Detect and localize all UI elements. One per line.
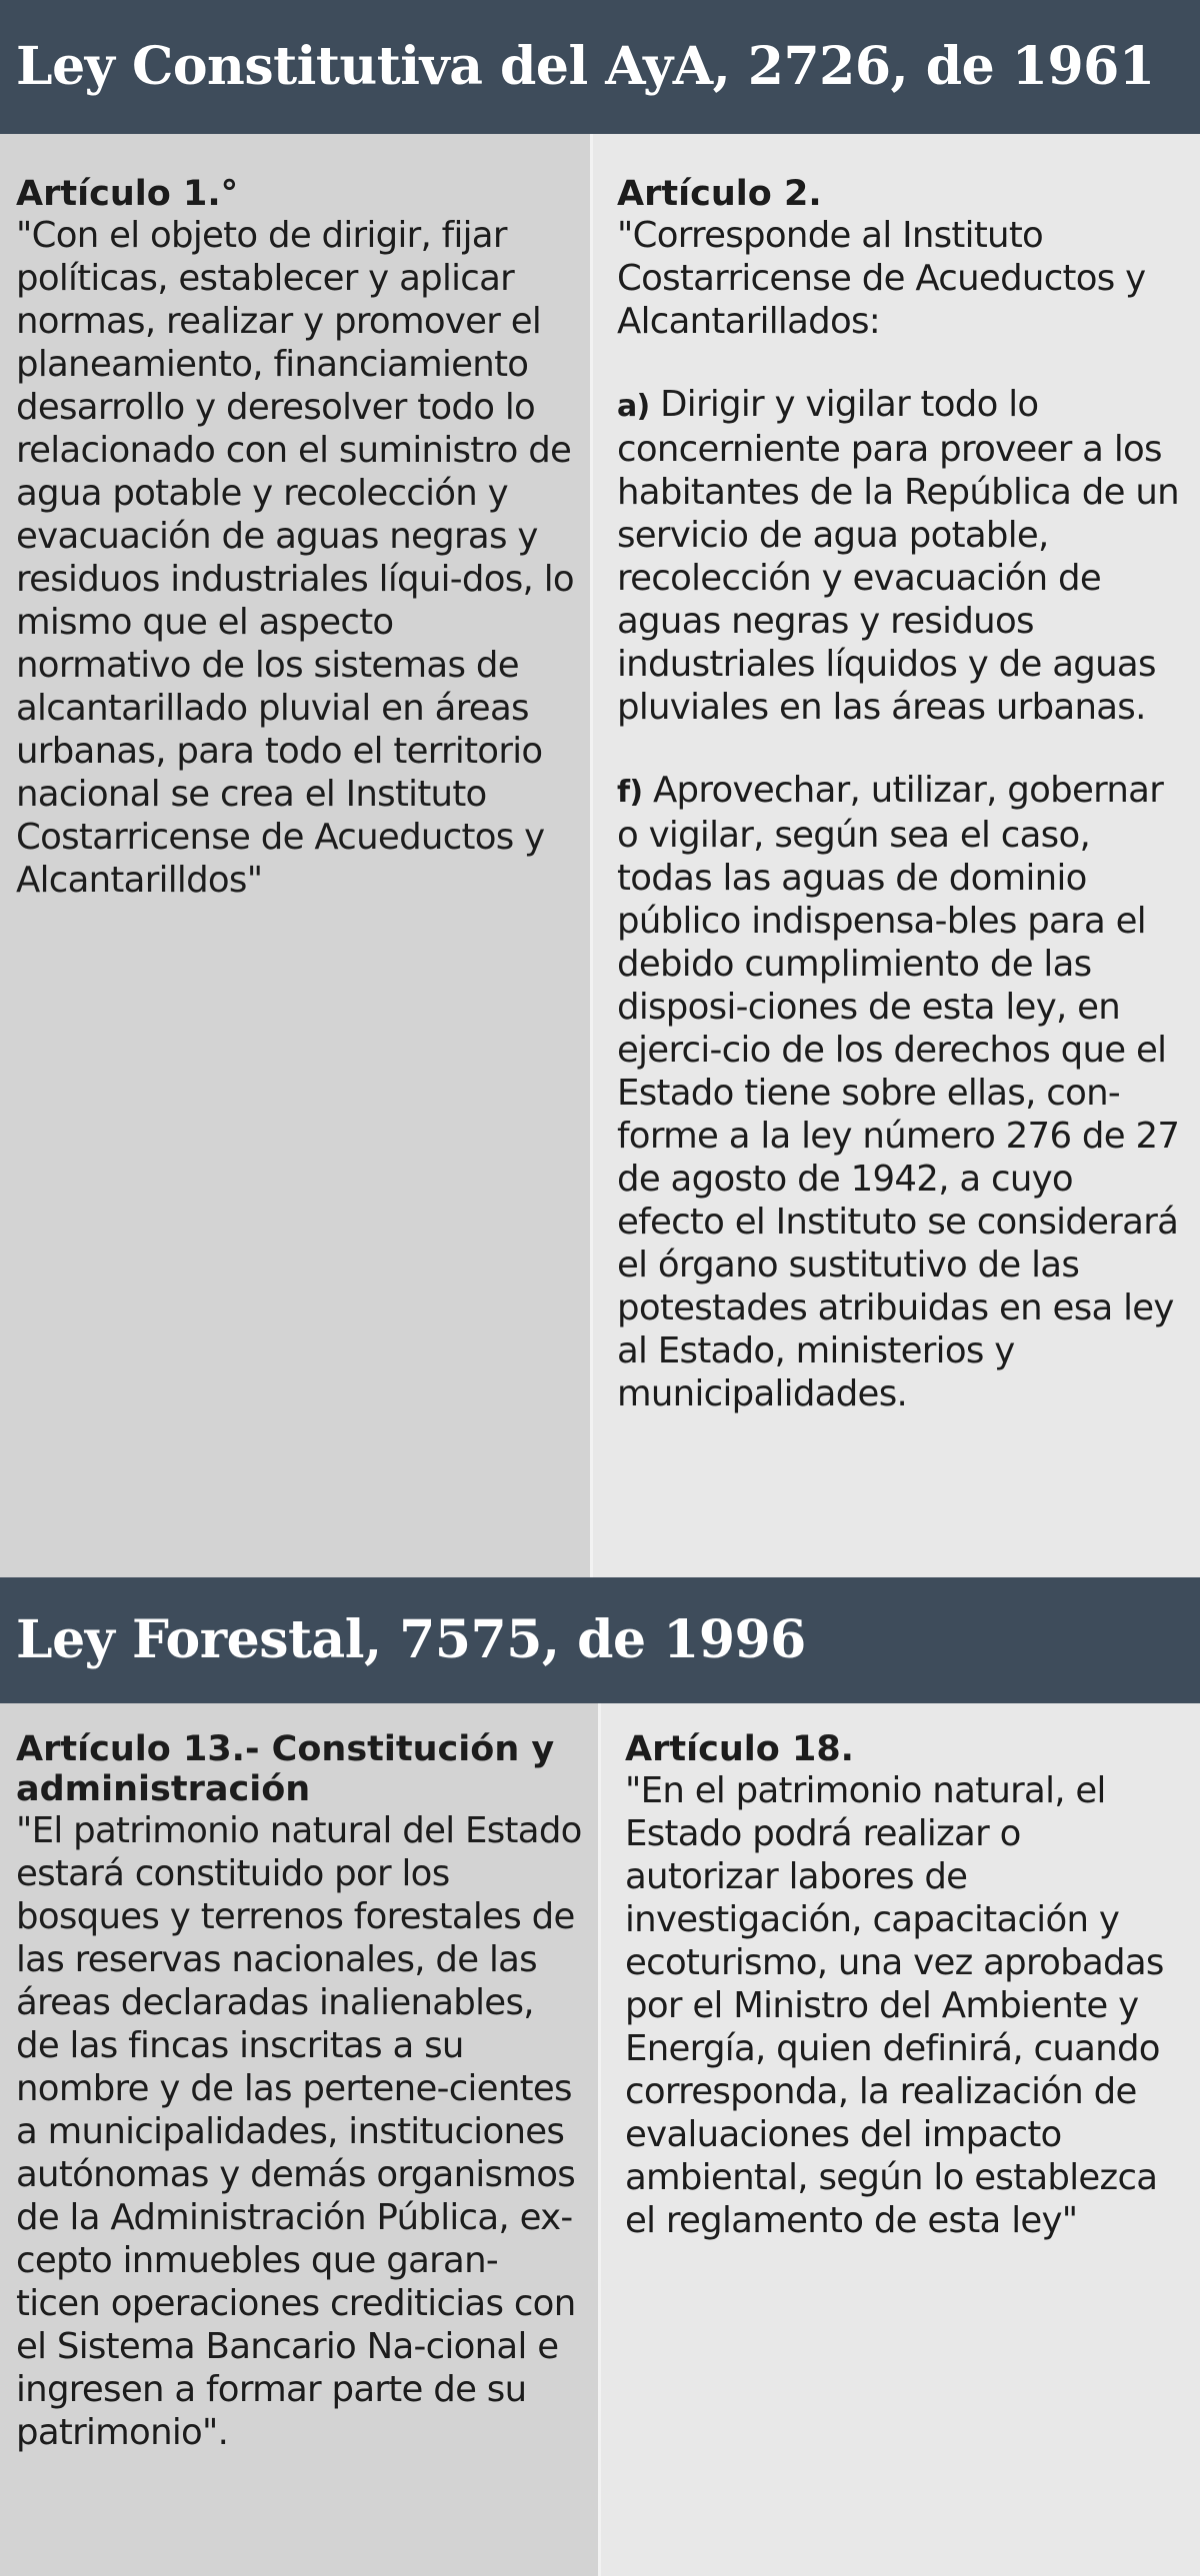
paragraph-a-label: a) xyxy=(617,389,650,424)
article-18-text: "En el patrimonio natural, el Estado podrá realizar o autorizar labores de investigación, capacitación y ecoturismo, una vez aprobadas por el Ministro del Ambiente y Energía, quien definirá, cuando corresponda, la realización de evaluaciones del impacto ambiental, según lo establezca el reglamento de esta ley" xyxy=(625,1770,1164,2241)
article-18-column xyxy=(601,1703,1200,2576)
section-title-forestal: Ley Forestal, 7575, de 1996 xyxy=(0,1577,1200,1703)
article-1-text: "Con el objeto de dirigir, fijar políticas, establecer y aplicar normas, realizar y promover el planeamiento, financiamiento desarrollo y deresolver todo lo relacionado con el suministro de agua potable y recolección y evacuación de aguas negras y residuos industriales líqui-dos, lo mismo que el aspecto normativo de los sistemas de alcantarillado pluvial en áreas urbanas, para todo el territorio nacional se crea el Instituto Costarricense de Acueductos y Alcantarilldos" xyxy=(16,215,574,901)
article-2-column xyxy=(593,134,1200,1577)
article-2-intro: "Corresponde al Instituto Costarricense de Acueductos y Alcantarillados: xyxy=(617,215,1146,342)
paragraph-a-text: Dirigir y vigilar todo lo concerniente para proveer a los habitantes de la República de un servicio de agua potable, recolección y evacuación de aguas negras y residuos industriales líquidos y de aguas pluviales en las áreas urbanas. xyxy=(617,384,1179,728)
paragraph-f-label: f) xyxy=(617,775,643,810)
article-13-column xyxy=(0,1703,601,2576)
article-13-heading: Artículo 13.- Constitución y administración xyxy=(16,1729,555,1809)
article-2-paragraph-f xyxy=(617,769,1184,1415)
article-2-heading: Artículo 2. xyxy=(617,174,822,214)
article-1-heading: Artículo 1.° xyxy=(16,174,239,214)
section-title-aya: Ley Constitutiva del AyA, 2726, de 1961 xyxy=(0,0,1200,134)
article-13-text: "El patrimonio natural del Estado estará constituido por los bosques y terrenos forestales de las reservas nacionales, de las áreas declaradas inalienables, de las fincas inscritas a su nombre y de las pertene-cientes a municipalidades, instituciones autónomas y demás organismos de la Administración Pública, ex-cepto inmuebles que garan-ticen operaciones crediticias con el Sistema Bancario Na-cional e ingresen a formar parte de su patrimonio". xyxy=(16,1810,582,2453)
articles-row-forestal xyxy=(0,1703,1200,2576)
article-18-heading: Artículo 18. xyxy=(625,1729,854,1769)
articles-row-aya xyxy=(0,134,1200,1577)
article-1-column xyxy=(0,134,593,1577)
article-2-paragraph-a xyxy=(617,383,1184,729)
paragraph-f-text: Aprovechar, utilizar, gobernar o vigilar, según sea el caso, todas las aguas de dominio público indispensa-bles para el debido cumplimiento de las disposi-ciones de esta ley, en ejerci-cio de los derechos que el Estado tiene sobre ellas, con-forme a la ley número 276 de 27 de agosto de 1942, a cuyo efecto el Instituto se considerará el órgano sustitutivo de las potestades atribuidas en esa ley al Estado, ministerios y municipalidades. xyxy=(617,770,1180,1414)
